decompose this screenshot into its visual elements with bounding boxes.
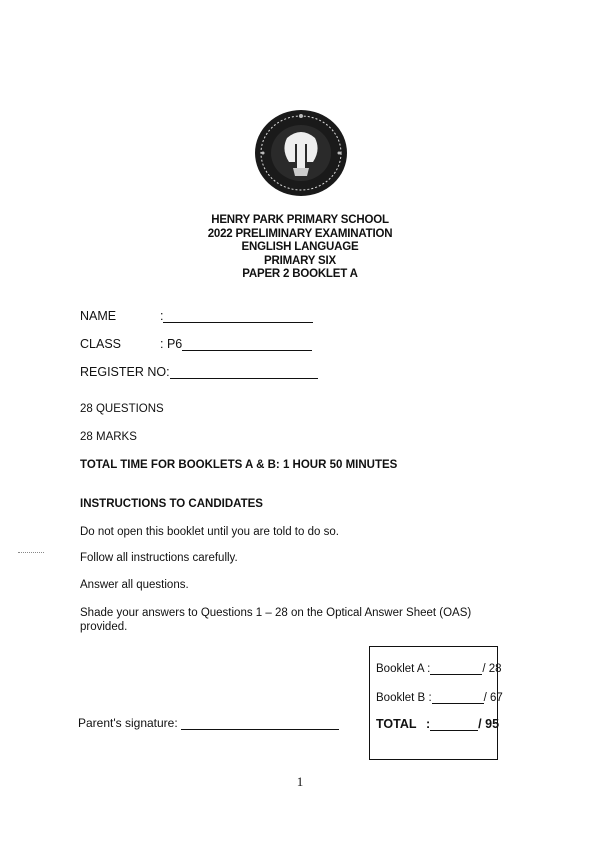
booklet-b-label: Booklet B xyxy=(376,692,426,704)
class-label: CLASS xyxy=(80,337,121,351)
booklet-a-separator: : xyxy=(427,663,431,675)
name-blank-line[interactable] xyxy=(163,310,313,323)
register-blank-line[interactable] xyxy=(170,366,318,379)
total-score-blank[interactable] xyxy=(430,719,478,731)
name-separator: : xyxy=(160,309,164,323)
booklet-a-label: Booklet A xyxy=(376,663,424,675)
booklet-b-separator: : xyxy=(428,692,432,704)
instruction-1: Do not open this booklet until you are told to do so. xyxy=(80,526,339,538)
signature-label: Parent's signature: xyxy=(78,716,178,730)
booklet-a-max: / 28 xyxy=(482,663,502,675)
instruction-4: Shade your answers to Questions 1 – 28 on the Optical Answer Sheet (OAS) xyxy=(80,607,472,619)
score-box xyxy=(369,646,503,760)
school-name: HENRY PARK PRIMARY SCHOOL xyxy=(211,214,389,226)
class-field xyxy=(80,337,312,351)
booklet-b-max: / 67 xyxy=(483,692,503,704)
booklet-a-row xyxy=(376,663,502,675)
instruction-4-cont: provided. xyxy=(80,621,128,633)
register-field xyxy=(80,365,318,379)
instruction-2: Follow all instructions carefully. xyxy=(80,552,238,564)
question-count: 28 QUESTIONS xyxy=(80,403,164,415)
mark-count: 28 MARKS xyxy=(80,431,137,443)
total-label: TOTAL xyxy=(376,717,417,731)
name-label: NAME xyxy=(80,309,117,323)
level-title: PRIMARY SIX xyxy=(264,254,336,267)
parent-signature-field xyxy=(78,716,339,730)
school-crest-logo xyxy=(253,108,349,198)
class-blank-line[interactable] xyxy=(182,338,312,351)
page-number: 1 xyxy=(296,774,304,789)
booklet-a-score-blank[interactable] xyxy=(430,663,482,675)
total-max: / 95 xyxy=(478,717,500,731)
name-field xyxy=(80,309,313,323)
subject-title: ENGLISH LANGUAGE xyxy=(241,241,359,253)
paper-title: PAPER 2 BOOKLET A xyxy=(242,268,358,280)
exam-header xyxy=(0,214,600,282)
register-label: REGISTER NO: xyxy=(80,365,170,379)
class-value: : P6 xyxy=(160,337,183,351)
total-separator: : xyxy=(426,717,431,731)
instructions-heading: INSTRUCTIONS TO CANDIDATES xyxy=(80,498,263,510)
scan-speck xyxy=(18,552,44,554)
total-time: TOTAL TIME FOR BOOKLETS A & B: 1 HOUR 50 MINUTES xyxy=(80,459,398,471)
instruction-3: Answer all questions. xyxy=(80,579,189,591)
total-row xyxy=(376,717,499,731)
signature-blank-line[interactable] xyxy=(181,717,339,730)
exam-title: 2022 PRELIMINARY EXAMINATION xyxy=(207,227,393,240)
booklet-b-row xyxy=(376,692,503,704)
booklet-b-score-blank[interactable] xyxy=(432,692,484,704)
